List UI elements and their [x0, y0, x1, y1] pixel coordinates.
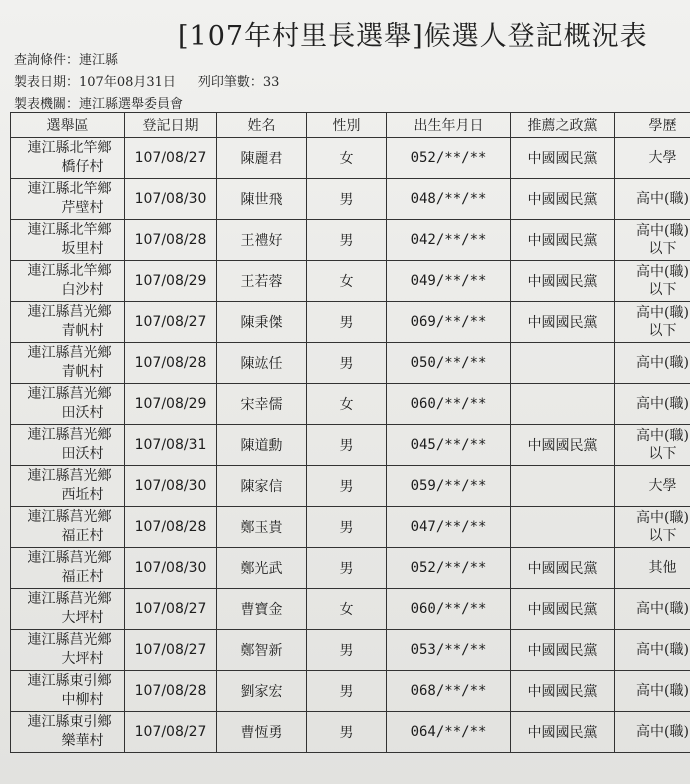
- district-village: 中柳村: [61, 692, 104, 708]
- education-line: 高中(職): [636, 428, 689, 444]
- cell-district: [11, 712, 125, 753]
- cell-education: [615, 671, 690, 712]
- district-county: 連江縣北竿鄉: [27, 140, 112, 156]
- education-line: 高中(職): [636, 355, 689, 371]
- cell-education: [615, 220, 690, 261]
- cell-district: [11, 138, 125, 179]
- district-village: 白沙村: [61, 282, 104, 298]
- cell-name: 陳麗君: [217, 138, 307, 179]
- cell-birthdate: 042/**/**: [387, 220, 511, 261]
- cell-register-date: 107/08/28: [125, 507, 217, 548]
- cell-gender: 女: [307, 589, 387, 630]
- cell-district: [11, 343, 125, 384]
- cell-party: 中國國民黨: [511, 220, 615, 261]
- table-header-row: [11, 113, 690, 138]
- header-education: 學歷: [615, 113, 690, 138]
- education-line: 其他: [648, 560, 677, 576]
- report-info-line: [14, 71, 279, 90]
- cell-party: 中國國民黨: [511, 630, 615, 671]
- district-village: 樂華村: [61, 733, 104, 749]
- cell-education: [615, 425, 690, 466]
- cell-party: 中國國民黨: [511, 589, 615, 630]
- cell-name: 王若蓉: [217, 261, 307, 302]
- cell-gender: 男: [307, 302, 387, 343]
- district-village: 芹壁村: [61, 200, 104, 216]
- cell-register-date: 107/08/31: [125, 425, 217, 466]
- district-village: 福正村: [61, 528, 104, 544]
- cell-register-date: 107/08/27: [125, 138, 217, 179]
- cell-name: 鄭光武: [217, 548, 307, 589]
- education-line: 大學: [648, 150, 677, 166]
- cell-register-date: 107/08/29: [125, 261, 217, 302]
- cell-name: 曹恆勇: [217, 712, 307, 753]
- cell-gender: 男: [307, 220, 387, 261]
- education-line: 高中(職): [636, 510, 689, 526]
- cell-birthdate: 048/**/**: [387, 179, 511, 220]
- cell-gender: 男: [307, 343, 387, 384]
- cell-register-date: 107/08/29: [125, 384, 217, 425]
- table-row: [11, 671, 690, 712]
- district-village: 西坵村: [61, 487, 104, 503]
- cell-district: [11, 589, 125, 630]
- cell-birthdate: 053/**/**: [387, 630, 511, 671]
- header-party: 推薦之政黨: [511, 113, 615, 138]
- cell-name: 陳道勳: [217, 425, 307, 466]
- cell-birthdate: 049/**/**: [387, 261, 511, 302]
- header-birthdate: 出生年月日: [387, 113, 511, 138]
- education-line: 高中(職): [636, 724, 689, 740]
- table-row: [11, 220, 690, 261]
- candidate-table: [10, 112, 690, 753]
- table-row: [11, 630, 690, 671]
- cell-name: 陳秉傑: [217, 302, 307, 343]
- cell-birthdate: 045/**/**: [387, 425, 511, 466]
- print-count: 列印筆數：33: [197, 75, 280, 90]
- cell-education: [615, 302, 690, 343]
- cell-education: [615, 630, 690, 671]
- district-county: 連江縣北竿鄉: [27, 181, 112, 197]
- district-village: 大坪村: [61, 651, 104, 667]
- cell-birthdate: 052/**/**: [387, 548, 511, 589]
- cell-party: [511, 466, 615, 507]
- cell-birthdate: 050/**/**: [387, 343, 511, 384]
- district-county: 連江縣莒光鄉: [27, 591, 112, 607]
- cell-district: [11, 261, 125, 302]
- cell-birthdate: 068/**/**: [387, 671, 511, 712]
- cell-gender: 男: [307, 630, 387, 671]
- cell-district: [11, 302, 125, 343]
- district-county: 連江縣莒光鄉: [27, 550, 112, 566]
- cell-birthdate: 060/**/**: [387, 384, 511, 425]
- cell-name: 宋幸儒: [217, 384, 307, 425]
- cell-education: [615, 343, 690, 384]
- district-village: 田沃村: [61, 446, 104, 462]
- education-line: 以下: [648, 528, 677, 544]
- cell-district: [11, 466, 125, 507]
- cell-register-date: 107/08/27: [125, 712, 217, 753]
- education-line: 高中(職): [636, 396, 689, 412]
- cell-name: 王禮好: [217, 220, 307, 261]
- education-line: 高中(職): [636, 264, 689, 280]
- cell-gender: 男: [307, 179, 387, 220]
- cell-name: 曹寶金: [217, 589, 307, 630]
- district-village: 青帆村: [61, 323, 104, 339]
- header-name: 姓名: [217, 113, 307, 138]
- cell-register-date: 107/08/28: [125, 220, 217, 261]
- cell-party: [511, 343, 615, 384]
- district-village: 福正村: [61, 569, 104, 585]
- education-line: 高中(職): [636, 642, 689, 658]
- table-body: [11, 138, 690, 753]
- table-row: [11, 589, 690, 630]
- district-village: 青帆村: [61, 364, 104, 380]
- cell-education: [615, 507, 690, 548]
- table-row: [11, 425, 690, 466]
- cell-name: 陳家信: [217, 466, 307, 507]
- district-county: 連江縣北竿鄉: [27, 222, 112, 238]
- issuing-agency: 製表機關：連江縣選舉委員會: [14, 97, 184, 112]
- cell-birthdate: 064/**/**: [387, 712, 511, 753]
- cell-party: 中國國民黨: [511, 425, 615, 466]
- cell-register-date: 107/08/30: [125, 548, 217, 589]
- cell-gender: 女: [307, 138, 387, 179]
- district-county: 連江縣莒光鄉: [27, 386, 112, 402]
- cell-party: [511, 384, 615, 425]
- header-gender: 性別: [307, 113, 387, 138]
- cell-register-date: 107/08/27: [125, 630, 217, 671]
- cell-birthdate: 047/**/**: [387, 507, 511, 548]
- education-line: 高中(職): [636, 683, 689, 699]
- cell-name: 鄭玉貴: [217, 507, 307, 548]
- table-row: [11, 343, 690, 384]
- education-line: 高中(職): [636, 191, 689, 207]
- education-line: 以下: [648, 323, 677, 339]
- cell-district: [11, 548, 125, 589]
- cell-party: 中國國民黨: [511, 712, 615, 753]
- cell-district: [11, 179, 125, 220]
- cell-birthdate: 069/**/**: [387, 302, 511, 343]
- cell-birthdate: 052/**/**: [387, 138, 511, 179]
- cell-party: 中國國民黨: [511, 261, 615, 302]
- cell-gender: 女: [307, 261, 387, 302]
- cell-district: [11, 220, 125, 261]
- cell-gender: 男: [307, 548, 387, 589]
- cell-education: [615, 261, 690, 302]
- education-line: 高中(職): [636, 223, 689, 239]
- cell-education: [615, 712, 690, 753]
- report-date: 製表日期：107年08月31日: [14, 75, 176, 90]
- cell-district: [11, 384, 125, 425]
- education-line: 以下: [648, 446, 677, 462]
- education-line: 高中(職): [636, 601, 689, 617]
- cell-education: [615, 138, 690, 179]
- cell-register-date: 107/08/28: [125, 671, 217, 712]
- cell-party: 中國國民黨: [511, 138, 615, 179]
- cell-birthdate: 059/**/**: [387, 466, 511, 507]
- cell-district: [11, 425, 125, 466]
- education-line: 以下: [648, 241, 677, 257]
- cell-birthdate: 060/**/**: [387, 589, 511, 630]
- cell-district: [11, 630, 125, 671]
- district-county: 連江縣東引鄉: [27, 714, 112, 730]
- table-row: [11, 712, 690, 753]
- table-row: [11, 302, 690, 343]
- district-village: 橋仔村: [61, 159, 104, 175]
- cell-education: [615, 384, 690, 425]
- query-condition: 查詢條件：連江縣: [14, 53, 119, 68]
- cell-register-date: 107/08/30: [125, 466, 217, 507]
- table-row: [11, 179, 690, 220]
- cell-education: [615, 548, 690, 589]
- cell-party: 中國國民黨: [511, 671, 615, 712]
- table-row: [11, 261, 690, 302]
- cell-education: [615, 589, 690, 630]
- district-county: 連江縣莒光鄉: [27, 632, 112, 648]
- header-register-date: 登記日期: [125, 113, 217, 138]
- cell-district: [11, 671, 125, 712]
- cell-party: [511, 507, 615, 548]
- header-district: 選舉區: [11, 113, 125, 138]
- cell-district: [11, 507, 125, 548]
- district-county: 連江縣莒光鄉: [27, 509, 112, 525]
- cell-gender: 男: [307, 507, 387, 548]
- district-county: 連江縣北竿鄉: [27, 263, 112, 279]
- education-line: 高中(職): [636, 305, 689, 321]
- district-village: 田沃村: [61, 405, 104, 421]
- table-row: [11, 548, 690, 589]
- district-county: 連江縣莒光鄉: [27, 468, 112, 484]
- cell-gender: 男: [307, 671, 387, 712]
- cell-register-date: 107/08/28: [125, 343, 217, 384]
- education-line: 以下: [648, 282, 677, 298]
- cell-gender: 男: [307, 466, 387, 507]
- cell-name: 陳世飛: [217, 179, 307, 220]
- cell-party: 中國國民黨: [511, 548, 615, 589]
- cell-name: 劉家宏: [217, 671, 307, 712]
- cell-gender: 男: [307, 425, 387, 466]
- district-county: 連江縣東引鄉: [27, 673, 112, 689]
- cell-education: [615, 179, 690, 220]
- table-row: [11, 507, 690, 548]
- cell-education: [615, 466, 690, 507]
- document-title: [107年村里長選舉]候選人登記概況表: [178, 21, 648, 52]
- cell-gender: 女: [307, 384, 387, 425]
- table-row: [11, 138, 690, 179]
- district-county: 連江縣莒光鄉: [27, 427, 112, 443]
- cell-register-date: 107/08/27: [125, 589, 217, 630]
- table-row: [11, 384, 690, 425]
- cell-register-date: 107/08/27: [125, 302, 217, 343]
- district-county: 連江縣莒光鄉: [27, 345, 112, 361]
- cell-gender: 男: [307, 712, 387, 753]
- education-line: 大學: [648, 478, 677, 494]
- district-village: 大坪村: [61, 610, 104, 626]
- table-row: [11, 466, 690, 507]
- cell-name: 鄭智新: [217, 630, 307, 671]
- district-village: 坂里村: [61, 241, 104, 257]
- cell-party: 中國國民黨: [511, 179, 615, 220]
- cell-party: 中國國民黨: [511, 302, 615, 343]
- cell-name: 陳竑任: [217, 343, 307, 384]
- district-county: 連江縣莒光鄉: [27, 304, 112, 320]
- cell-register-date: 107/08/30: [125, 179, 217, 220]
